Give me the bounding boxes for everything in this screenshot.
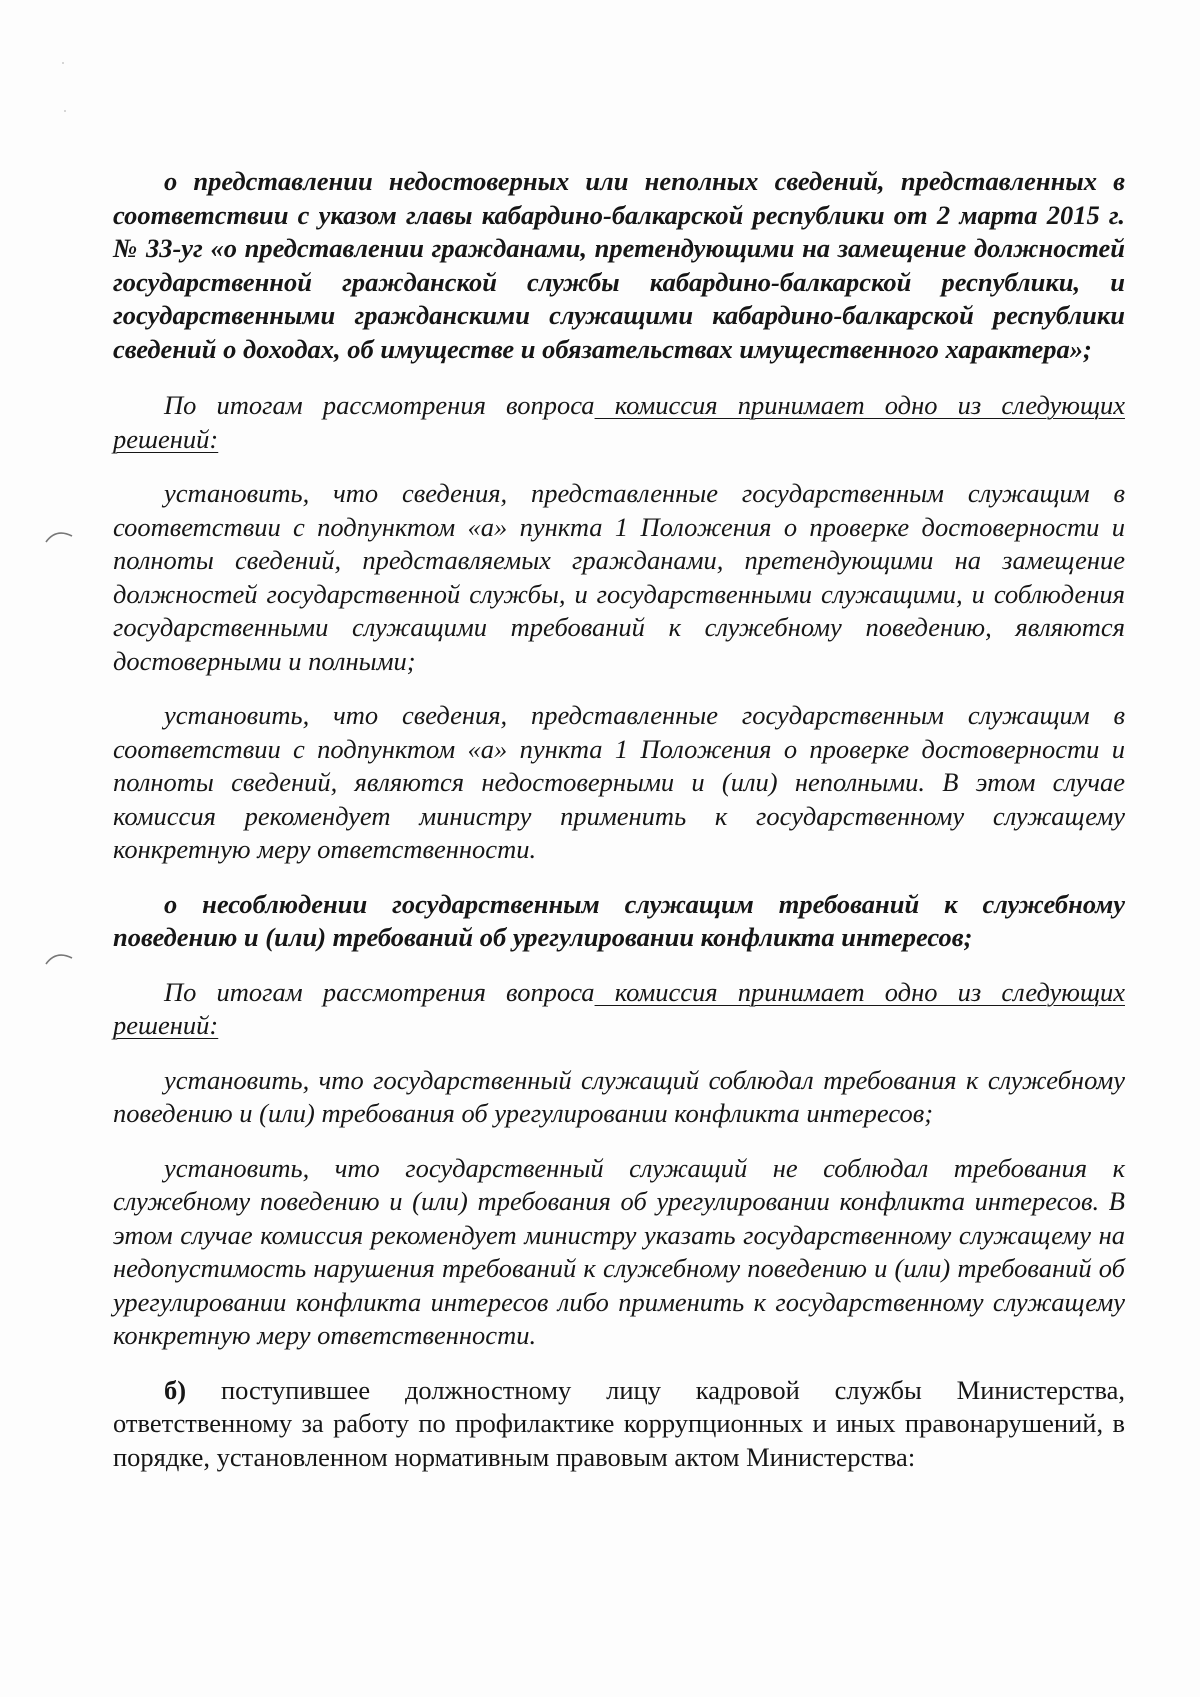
decision-option-not-complied: установить, что государственный служащий не соблюдал требования к служебному поведению и (или) требования об урегулировании конфликта интересов. В этом случае комиссия рекомендует министру указать государственному служащему на недопустимость нарушения требований к служебному поведению и (или) требований об урегулировании конфликта интересов либо применить к государственному служащему конкретную меру ответственности.: [113, 1152, 1125, 1350]
clause-b-received: [113, 1374, 1125, 1475]
decision-intro-2: [113, 976, 1125, 1043]
decision-intro-1: [113, 389, 1125, 456]
clause-false-information: о представлении недостоверных или неполных сведений, представленных в соответствии с указом главы кабардино-балкарской республики от 2 марта 2015 г. № 33-уг «о представлении гражданами, претендующими на замещение должностей государственной гражданской службы кабардино-балкарской республики, и государственными гражданскими служащими кабардино-балкарской республики сведений о доходах, об имуществе и обязательствах имущественного характера»;: [113, 166, 1125, 364]
clause-marker: б): [164, 1374, 187, 1405]
decision-option-unreliable: установить, что сведения, представленные государственным служащим в соответствии с подпунктом «а» пункта 1 Положения о проверке достоверности и полноты сведений, являются недостоверными и (или) неполными. В этом случае комиссия рекомендует министру применить к государственному служащему конкретную меру ответственности.: [113, 700, 1125, 864]
decision-intro-underlined: комиссия принимает одно из следующих решений:: [113, 976, 1125, 1040]
decision-option-complied: установить, что государственный служащий соблюдал требования к служебному поведению и (или) требования об урегулировании конфликта интересов;: [113, 1064, 1125, 1128]
document-body: [113, 165, 1125, 1474]
clause-noncompliance: о несоблюдении государственным служащим требований к служебному поведению и (или) требований об урегулировании конфликта интересов;: [113, 888, 1125, 952]
clause-b-text: поступившее должностному лицу кадровой службы Министерства, ответственному за работу по профилактике коррупционных и иных правонарушений, в порядке, установленном нормативным правовым актом Министерства:: [113, 1374, 1125, 1472]
decision-intro-underlined: комиссия принимает одно из следующих решений:: [113, 390, 1125, 454]
scan-speck: [62, 62, 64, 64]
punch-hole-mark: [44, 528, 74, 544]
scan-speck: [64, 110, 66, 112]
punch-hole-mark: [44, 950, 74, 966]
decision-option-reliable: установить, что сведения, представленные государственным служащим в соответствии с подпунктом «а» пункта 1 Положения о проверке достоверности и полноты сведений, представляемых гражданами, претендующими на замещение должностей государственной службы, и государственными служащими, и соблюдения государственными служащими требований к служебному поведению, являются достоверными и полными;: [113, 478, 1125, 676]
decision-intro-lead: По итогам рассмотрения вопроса: [164, 976, 595, 1007]
decision-intro-lead: По итогам рассмотрения вопроса: [164, 390, 595, 420]
